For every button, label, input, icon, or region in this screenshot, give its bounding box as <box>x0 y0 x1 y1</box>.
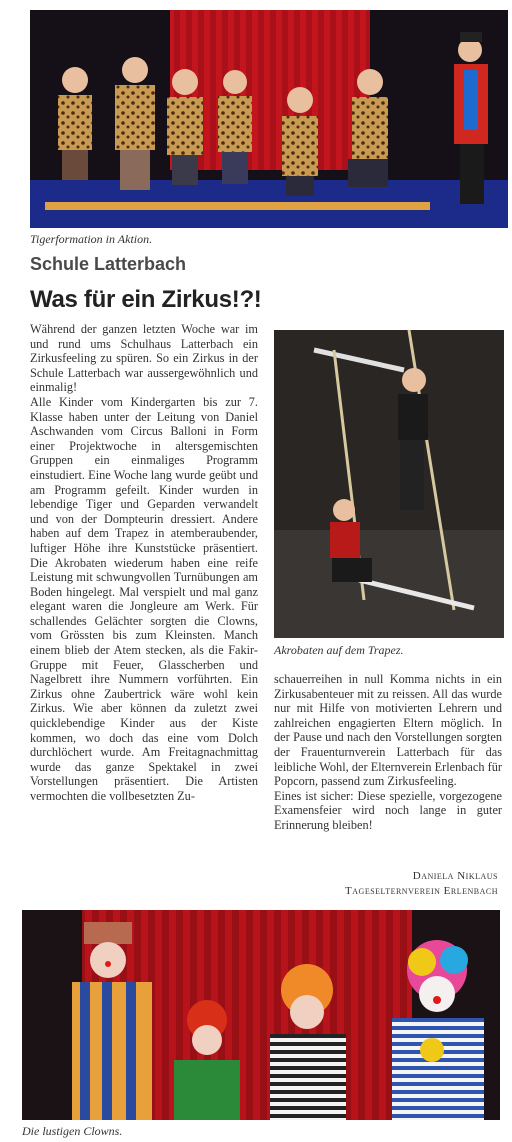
author-name: Daniela Niklaus <box>412 870 498 882</box>
article-paragraph: Alle Kinder vom Kindergarten bis zur 7. Klasse haben unter der Leitung von Daniel Aschwanden vom Circus Balloni in Form einer Projektwoche in altersgemischten Gruppen ein einmaliges Programm einstudiert. Eine Woche lang wurde geübt und am Programm gefeilt. Kinder wurden in lebendige Tiger und Geparden verwandelt und von der Dompteurin dressiert. Andere haben auf dem Trapez in atemberaubender, luftiger Höhe ihre Kunststücke präsentiert. Die Akrobaten wiederum haben eine reife Leistung mit schwungvollen Turnübungen am Boden hingelegt. Mal verspielt und mal ganz elegant waren die Jongleure am Werk. Für schallendes Gelächter sorgten die Clowns, vom Grössten bis zum Kleinsten. Manch einem blieb der Atem stecken, als die Fakir-Gruppe mit Feuer, Glasscherben und Nagelbrett ihre Nummern vorführten. Ein Zirkus ohne Zaubertrick wäre wohl kein Zirkus. Wie aber können da zuletzt zwei quicklebendige Kinder aus der Kiste kommen, wo doch das eine vom Dolch durchlöchert wurde. Am Freitagnachmittag wurde das ganze Spektakel in zwei Vorstellungen präsentiert. Die Artisten vermochten die vollbesetzten Zu- <box>30 394 258 803</box>
clowns-photo <box>22 910 500 1120</box>
tiger-caption: Tigerformation in Aktion. <box>30 232 153 246</box>
article-headline: Was für ein Zirkus!?! <box>30 286 262 313</box>
trapeze-caption: Akrobaten auf dem Trapez. <box>274 643 404 657</box>
article-column-2 <box>274 672 502 862</box>
article-paragraph: Eines ist sicher: Diese spezielle, vorgezogene Examensfeier wird noch lange in guter Erinnerung bleiben! <box>274 788 502 832</box>
clowns-caption: Die lustigen Clowns. <box>22 1124 123 1138</box>
article-paragraph: Während der ganzen letzten Woche war im und rund ums Schulhaus Latterbach ein Zirkusfeeling zu spüren. So ein Zirkus in der Schule Latterbach war aussergewöhnlich und einmalig! <box>30 322 258 395</box>
article-column-1 <box>30 322 258 890</box>
trapeze-photo <box>274 330 504 638</box>
article-kicker: Schule Latterbach <box>30 254 187 274</box>
article-paragraph: schauerreihen in null Komma nichts in ein Zirkusabenteuer mit zu reissen. All das wurde nur mit Hilfe von motivierten Lehrern und zahlreichen engagierten Eltern möglich. In der Pause und nach den Vorstellungen sorgten der Frauenturnverein Latterbach für das leibliche Wohl, der Elternverein Erlenbach für Popcorn, passend zum Zirkusfeeling. <box>274 672 502 789</box>
author-organization: Tageselternverein Erlenbach <box>345 885 498 897</box>
tiger-photo <box>30 10 508 228</box>
